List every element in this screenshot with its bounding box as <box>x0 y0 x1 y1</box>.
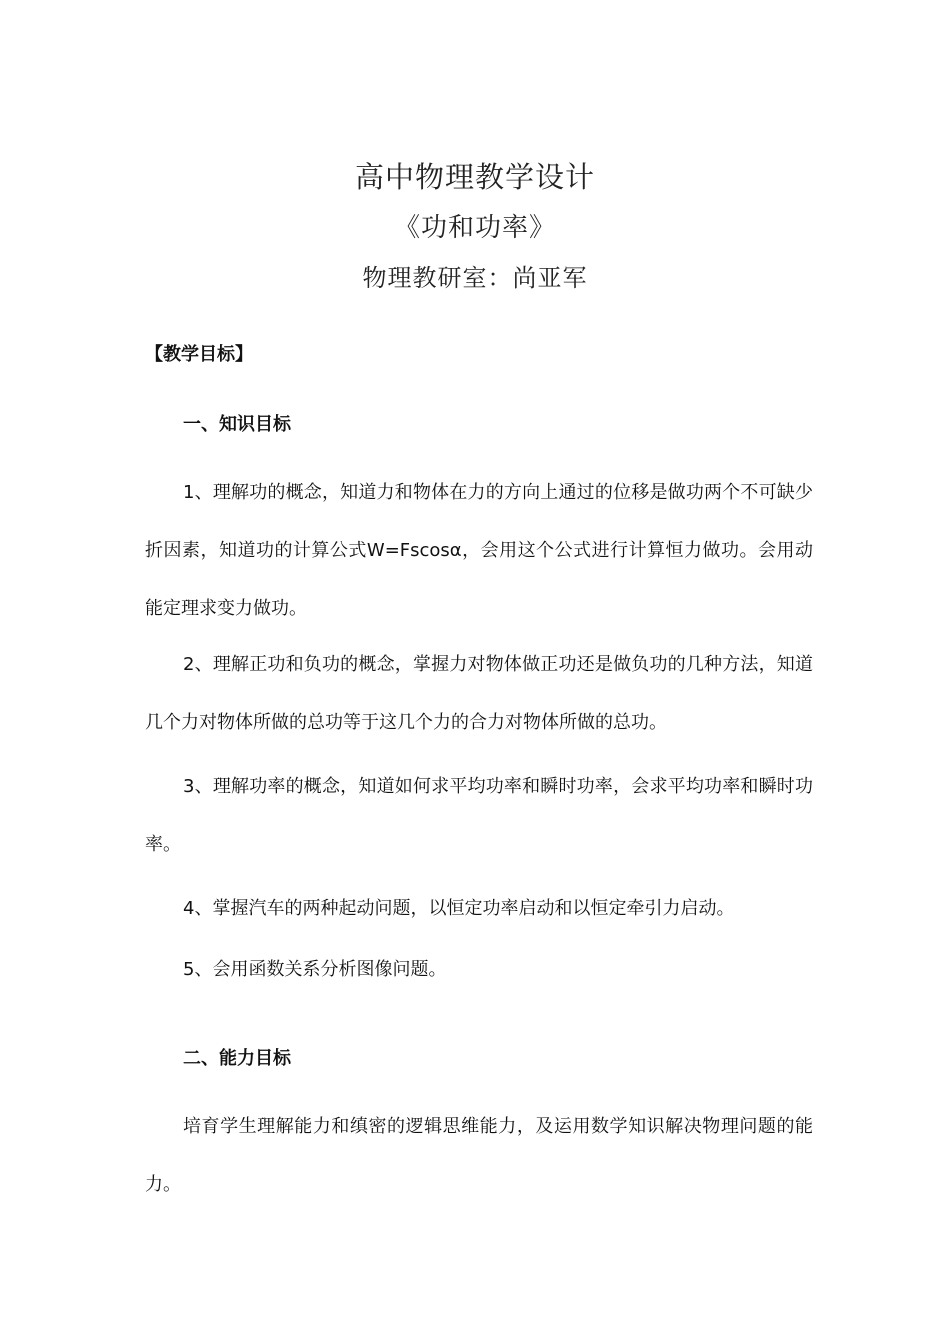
knowledge-objective-item: 5、会用函数关系分析图像问题。 <box>183 959 447 980</box>
ability-objectives-heading: 二、能力目标 <box>183 1048 291 1069</box>
document-title: 高中物理教学设计 <box>354 160 595 194</box>
objectives-heading: 【教学目标】 <box>145 344 253 365</box>
knowledge-objective-item: 1、理解功的概念，知道力和物体在力的方向上通过的位移是做功两个不可缺少折因素，知道功的计算公式W=Fscosα，会用这个公式进行计算恒力做功。会用动能定理求变力做功。 <box>145 482 813 619</box>
ability-objective-text: 培育学生理解能力和缜密的逻辑思维能力，及运用数学知识解决物理问题的能力。 <box>145 1116 813 1195</box>
knowledge-objective-item: 4、掌握汽车的两种起动问题，以恒定功率启动和以恒定牵引力启动。 <box>183 898 735 919</box>
document-subtitle: 《功和功率》 <box>393 213 556 243</box>
knowledge-objectives-heading: 一、知识目标 <box>183 414 291 435</box>
knowledge-objective-item: 2、理解正功和负功的概念，掌握力对物体做正功还是做负功的几种方法，知道几个力对物体所做的总功等于这几个力的合力对物体所做的总功。 <box>145 654 813 733</box>
document-author: 物理教研室：尚亚军 <box>362 264 588 292</box>
knowledge-objective-item: 3、理解功率的概念，知道如何求平均功率和瞬时功率，会求平均功率和瞬时功率。 <box>145 776 813 855</box>
